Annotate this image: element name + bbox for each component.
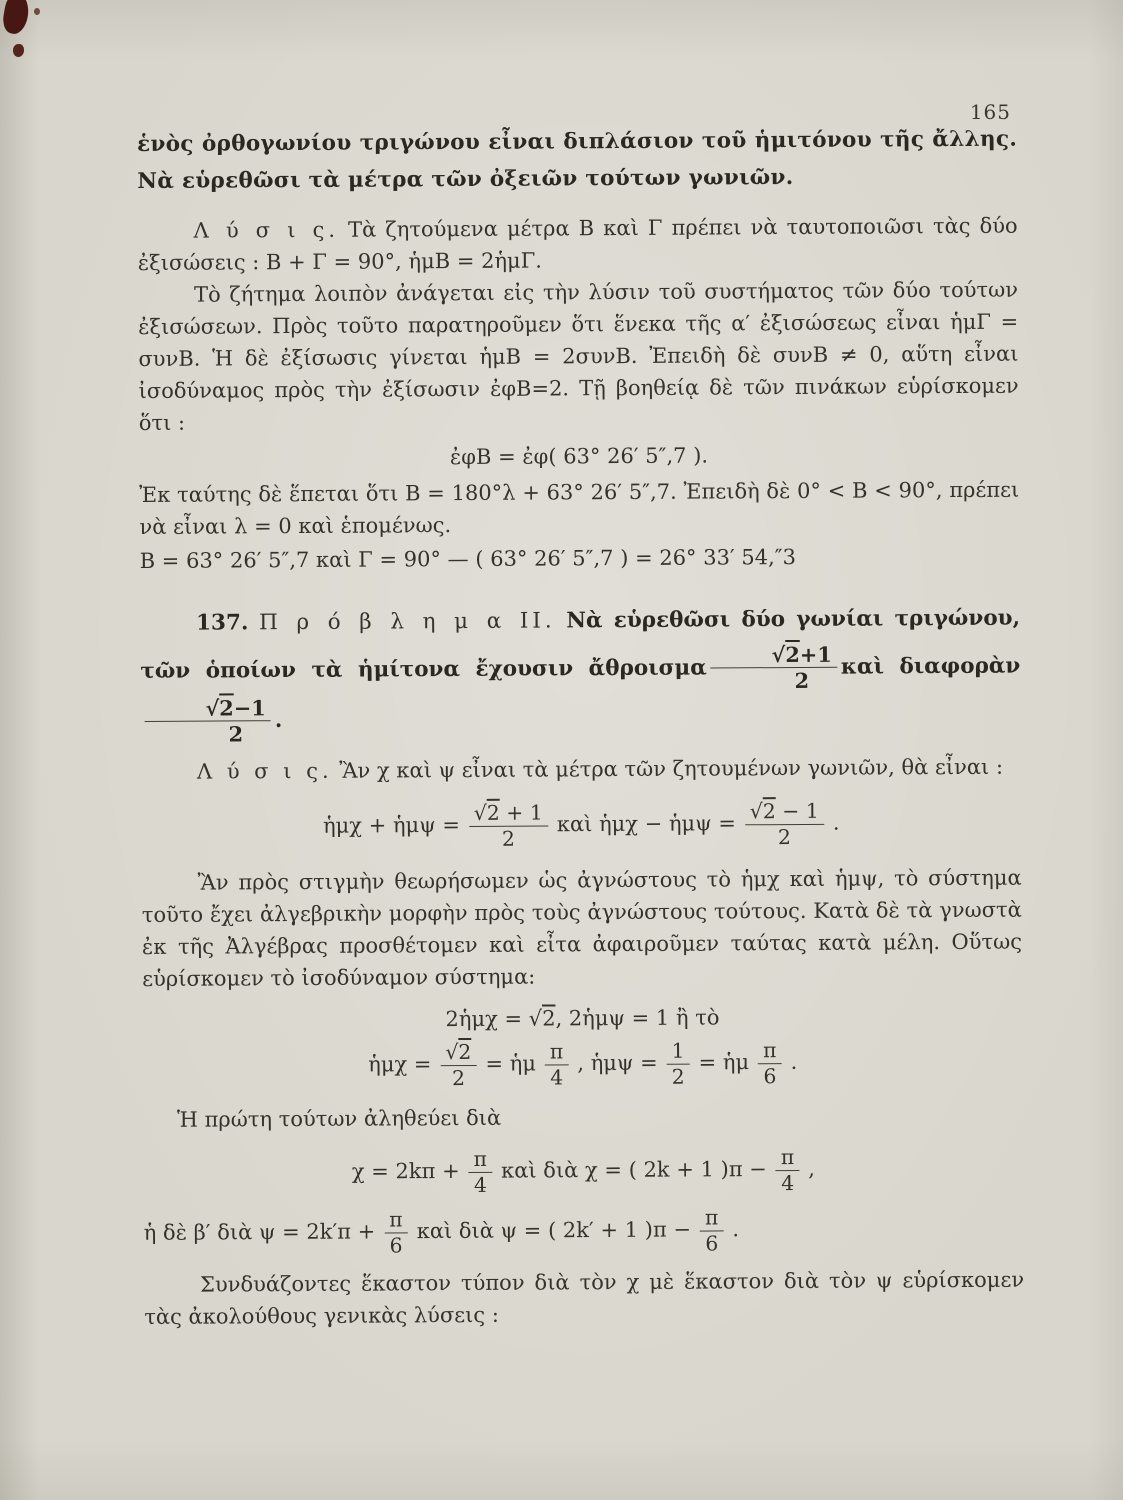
scan-artifact: [1, 0, 32, 36]
paragraph-combining: Συνδυάζοντες ἕκαστον τύπον διὰ τὸν χ μὲ ἕκαστον διὰ τὸν ψ εὑρίσκομεν τὰς ἀκολούθους γενικὰς λύσεις :: [144, 1267, 1025, 1329]
fraction-pi-over-6: $\frac{\pi}{6}$: [384, 1209, 408, 1258]
fraction-1-over-2: $\frac{1}{2}$: [667, 1040, 690, 1089]
problem-137-number: 137.: [195, 610, 249, 636]
result-line: Β = 63° 26′ 5″,7 καὶ Γ = 90° — ( 63° 26′ 5″,7 ) = 26° 33′ 54,″3: [139, 544, 797, 573]
scan-artifact: [13, 44, 24, 57]
fraction-sqrt2-minus-1-over-2: $\frac{√2 - 1}{2}$: [745, 800, 824, 849]
solution-2-paragraph: [141, 751, 1021, 788]
fraction-pi-over-4: $\frac{\pi}{4}$: [545, 1040, 569, 1089]
equation-sum-difference: ἡμχ + ἡμψ = $\frac{√2 + 1}{2}$ καὶ ἡμχ − ἡμψ = $\frac{√2 - 1}{2}$ .: [322, 799, 840, 852]
fraction-pi-over-6: $\frac{\pi}{6}$: [700, 1207, 724, 1256]
equation-system: 2ἡμχ = √2, 2ἡμψ = 1 ἢ τὸ: [445, 1005, 720, 1032]
solution-1-paragraph: [138, 210, 1018, 279]
solution-label: Λ ύ σ ι ς.: [196, 759, 333, 785]
problem-statement: ἑνὸς ὀρθογωνίου τριγώνου εἶναι διπλάσιον τοῦ ἡμιτόνου τῆς ἄλλης. Νὰ εὑρεθῶσι τὰ μέτρα τῶν ὀξειῶν τούτων γωνιῶν.: [137, 126, 1018, 194]
paragraph-algebra: Ἂν πρὸς στιγμὴν θεωρήσωμεν ὡς ἀγνώστους τὸ ἡμχ καὶ ἡμψ, τὸ σύστημα τοῦτο ἔχει ἀλγεβρικὴν μορφὴν πρὸς τοὺς ἀγνώστους τούτους. Κατὰ δὲ τὰ γνωστὰ ἐκ τῆς Ἀλγέβρας προσθέτομεν καὶ εἶτα ἀφαιροῦμεν ταύτας κατὰ μέλη. Οὕτως εὑρίσκομεν τὸ ἰσοδύναμον σύστημα:: [141, 865, 1023, 992]
paragraph-ek-tautis: Ἐκ ταύτης δὲ ἕπεται ὅτι Β = 180°λ + 63° 26′ 5″,7. Ἐπειδὴ δὲ 0° < Β < 90°, πρέπει νὰ εἶναι λ = 0 καὶ ἑπομένως.: [139, 477, 1020, 539]
fraction-sqrt2-plus-1-over-2: $\frac{√2 + 1}{2}$: [469, 802, 548, 851]
problem-137-text-2: καὶ διαφορὰν: [840, 653, 1021, 680]
problem-137-label: Π ρ ό β λ η μ α II.: [258, 608, 556, 636]
fraction-sqrt2-plus1-over-2: $\frac{√2+1}{2}$: [711, 643, 837, 693]
paragraph-system: Τὸ ζήτημα λοιπὸν ἀνάγεται εἰς τὴν λύσιν τοῦ συστήματος τῶν δύο τούτων ἐξισώσεων. Πρὸς τοῦτο παρατηροῦμεν ὅτι ἕνεκα τῆς α′ ἐξισώσεως εἶναι ἡμΓ = συνΒ. Ἡ δὲ ἐξίσωσις γίνεται ἡμΒ = 2συνΒ. Ἐπειδὴ δὲ συνΒ ≠ 0, αὕτη εἶναι ἰσοδύναμος πρὸς τὴν ἐξίσωσιν ἐφΒ=2. Τῇ βοηθείᾳ δὲ τῶν πινάκων εὑρίσκομεν ὅτι :: [138, 277, 1019, 435]
scan-artifact: [34, 8, 40, 15]
problem-137-text-1: Νὰ εὑρεθῶσι δύο γωνίαι τριγώνου, τῶν ὁποίων τὰ ἡμίτονα ἔχουσιν ἄθροισμα: [140, 605, 1021, 684]
equation-tangent: ἐφΒ = ἐφ( 63° 26′ 5″,7 ).: [449, 443, 709, 470]
fraction-pi-over-4: $\frac{\pi}{4}$: [469, 1148, 493, 1197]
paragraph-first-true: Ἡ πρώτη τούτων ἀληθεύει διὰ: [176, 1105, 502, 1132]
solution-2-text: Ἂν χ καὶ ψ εἶναι τὰ μέτρα τῶν ζητουμένων γωνιῶν, θὰ εἶναι :: [339, 755, 1004, 784]
fraction-pi-over-6: $\frac{\pi}{6}$: [758, 1039, 782, 1088]
equation-chi-solutions: χ = 2kπ + $\frac{\pi}{4}$ καὶ διὰ χ = ( 2k + 1 )π − $\frac{\pi}{4}$ ,: [351, 1144, 816, 1197]
solution-label: Λ ύ σ ι ς.: [193, 217, 340, 243]
problem-137-heading: [140, 596, 1021, 747]
page-number: 165: [969, 100, 1011, 124]
page-content: [137, 121, 1024, 1333]
fraction-pi-over-4: $\frac{\pi}{4}$: [776, 1146, 800, 1195]
equation-hm-values: ἡμχ = $\frac{√2}{2}$ = ἡμ $\frac{\pi}{4}$ , ἡμψ = $\frac{1}{2}$ = ἡμ $\frac{\pi}{6}$ .: [368, 1038, 798, 1090]
fraction-sqrt2-over-2: $\frac{√2}{2}$: [440, 1041, 476, 1090]
sqrt-2: √2: [528, 1006, 556, 1031]
fraction-sqrt2-minus1-over-2: $\frac{√2-1}{2}$: [144, 696, 270, 746]
problem-137-text-3: .: [274, 707, 283, 733]
line-psi-solutions: ἡ δὲ β′ διὰ ψ = 2k′π + $\frac{\pi}{6}$ καὶ διὰ ψ = ( 2k′ + 1 )π − $\frac{\pi}{6}$ .: [143, 1205, 740, 1258]
solution-1-text: Τὰ ζητούμενα μέτρα Β καὶ Γ πρέπει νὰ ταυτοποιῶσι τὰς δύο ἐξισώσεις : Β + Γ = 90°, ἡμΒ = 2ἡμΓ.: [137, 213, 1018, 275]
